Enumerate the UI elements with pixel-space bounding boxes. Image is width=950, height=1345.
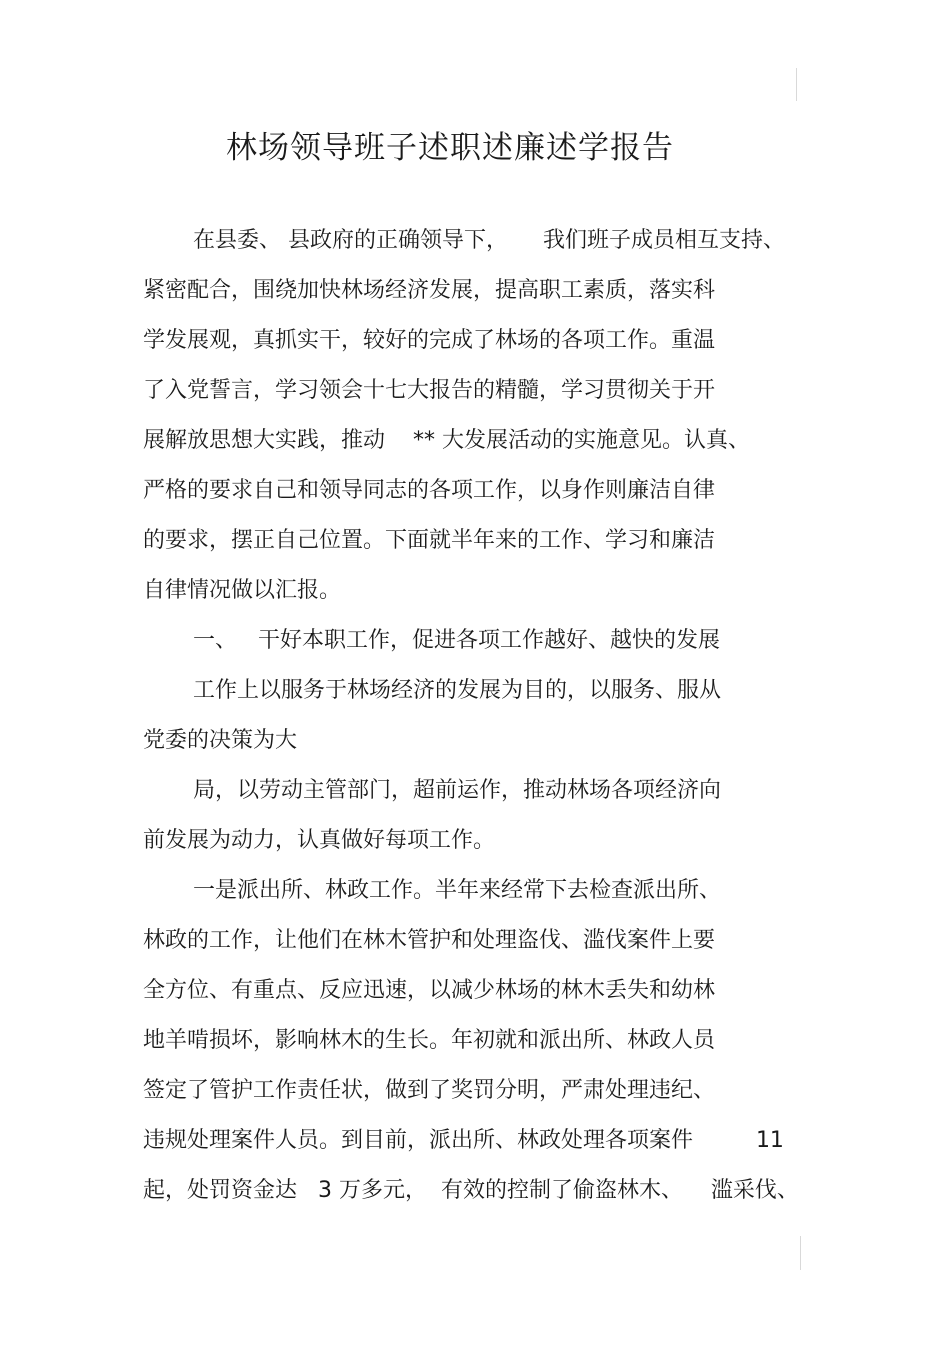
paragraph-line: 学发展观，真抓实干，较好的完成了林场的各项工作。重温 bbox=[143, 328, 716, 353]
top-right-margin-mark bbox=[796, 68, 797, 101]
paragraph-line: 在县委、 县政府的正确领导下， 我们班子成员相互支持、 bbox=[193, 228, 785, 253]
paragraph-line: 地羊啃损坏，影响林木的生长。年初就和派出所、林政人员 bbox=[143, 1028, 716, 1053]
section-heading: 一、 干好本职工作，促进各项工作越好、越快的发展 bbox=[193, 628, 720, 653]
paragraph-line: 起，处罚资金达 3 万多元， 有效的控制了偷盗林木、 滥采伐、 bbox=[143, 1178, 799, 1203]
paragraph-line: 了入党誓言，学习领会十七大报告的精髓，学习贯彻关于开 bbox=[143, 378, 716, 403]
paragraph-line: 自律情况做以汇报。 bbox=[143, 578, 342, 603]
paragraph-line: 严格的要求自己和领导同志的各项工作，以身作则廉洁自律 bbox=[143, 478, 716, 503]
paragraph-line: 工作上以服务于林场经济的发展为目的，以服务、服从 bbox=[193, 678, 722, 703]
paragraph-line: 违规处理案件人员。到目前，派出所、林政处理各项案件 11 bbox=[143, 1128, 784, 1153]
paragraph-line: 党委的决策为大 bbox=[143, 728, 298, 753]
document-title: 林场领导班子述职述廉述学报告 bbox=[226, 130, 674, 166]
paragraph-line: 一是派出所、林政工作。半年来经常下去检查派出所、 bbox=[193, 878, 722, 903]
paragraph-line: 签定了管护工作责任状，做到了奖罚分明，严肃处理违纪、 bbox=[143, 1078, 716, 1103]
paragraph-line: 林政的工作，让他们在林木管护和处理盗伐、滥伐案件上要 bbox=[143, 928, 716, 953]
paragraph-line: 的要求，摆正自己位置。下面就半年来的工作、学习和廉洁 bbox=[143, 528, 716, 553]
paragraph-line: 全方位、有重点、反应迅速，以减少林场的林木丢失和幼林 bbox=[143, 978, 716, 1003]
paragraph-line: 紧密配合，围绕加快林场经济发展，提高职工素质，落实科 bbox=[143, 278, 716, 303]
paragraph-line: 前发展为动力，认真做好每项工作。 bbox=[143, 828, 496, 853]
bottom-right-margin-mark bbox=[800, 1236, 801, 1270]
paragraph-line: 展解放思想大实践，推动 ** 大发展活动的实施意见。认真、 bbox=[143, 428, 750, 453]
paragraph-line: 局，以劳动主管部门，超前运作，推动林场各项经济向 bbox=[193, 778, 722, 803]
